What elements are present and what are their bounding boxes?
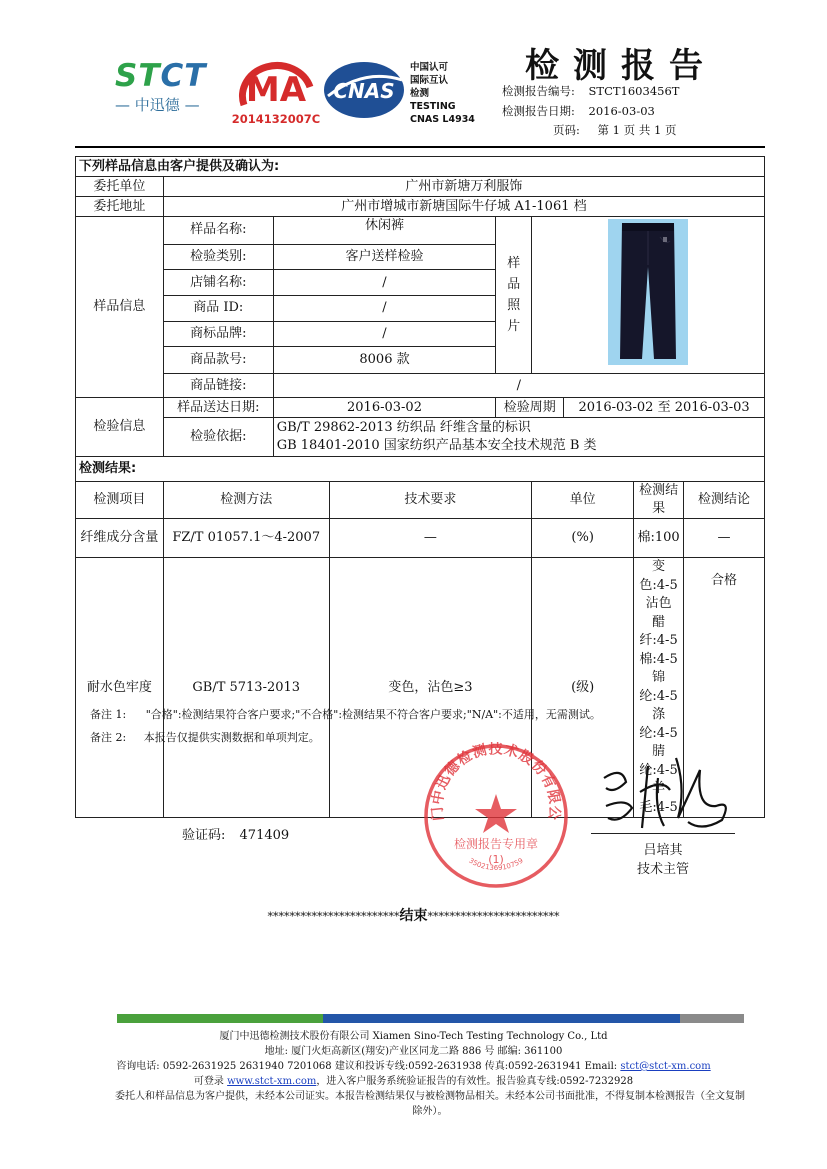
report-date-label: 检测报告日期: [502,104,575,118]
note-2: 备注 2: 本报告仅提供实测数据和单项判定。 [90,731,320,744]
header-result: 检测结果 [634,482,684,519]
shop-value: / [273,270,496,296]
brand-label: 商标品牌: [163,321,273,347]
row2-item: 耐水色牢度 [76,558,164,818]
handwritten-signature [592,748,742,838]
model-label: 商品款号: [163,347,273,374]
footer-address: 地址: 厦门火炬高新区(翔安)产业区同龙二路 886 号 邮编: 361100 [264,1046,563,1057]
sample-photo-cell [532,217,765,374]
period-value: 2016-03-02 至 2016-03-03 [564,398,765,418]
footer-website-link[interactable]: www.stct-xm.com [227,1076,317,1087]
model-value: 8006 款 [273,347,496,374]
row1-item: 纤维成分含量 [76,519,164,558]
signer-name: 吕培其 [643,843,683,858]
row2-result: 变色:4-5 沾色 醋纤:4-5 棉:4-5 锦纶:4-5 涤纶:4-5 腈纶:4-5 羊毛:4-5 [634,558,684,818]
footer-disclaimer: 委托人和样品信息为客户提供，未经本公司证实。本报告检测结果仅与被检测物品相关。未经本公司书面批准，不得复制本检测报告（全文复制除外）。 [115,1091,745,1117]
report-title: 检测报告 [525,46,717,86]
period-label: 检验周期 [496,398,564,418]
cnas-logo-text: CNAS [333,79,395,103]
page-label: 页码: [553,123,580,137]
sample-name-label: 样品名称: [163,217,273,245]
cma-logo [230,57,322,127]
note-1: 备注 1: "合格":检测结果符合客户要求;"不合格":检测结果不符合客户要求;"N/A":不适用，无需测试。 [90,708,601,721]
info-section-title: 下列样品信息由客户提供及确认为: [76,157,765,177]
stct-logo-text: STCT [115,58,207,94]
row1-conclusion: — [684,519,765,558]
arrival-value: 2016-03-02 [273,398,496,418]
svg-text:厦门中迅德检测技术股份有限公司: 门中迅德检测技术股份有限公 [429,742,563,822]
stct-logo-sub: 中迅德 [134,96,180,114]
cnas-logo [322,60,406,120]
ma-number: 2014132007C [231,112,321,126]
footer-color-bar [117,1014,744,1023]
header-item: 检测项目 [76,482,164,519]
row2-conclusion: 合格 [684,558,765,818]
row1-method: FZ/T 01057.1～4-2007 [163,519,329,558]
footer-company: 厦门中迅德检测技术股份有限公司 Xiamen Sino-Tech Testing Technology Co., Ltd [219,1031,608,1042]
inspect-type-label: 检验类别: [163,244,273,270]
page-value: 第 1 页 共 1 页 [597,123,677,137]
footer-email-link[interactable]: stct@stct-xm.com [620,1061,711,1072]
link-label: 商品链接: [163,374,273,398]
sample-photo-label: 样品照片 [496,217,532,374]
row1-unit: (%) [532,519,634,558]
stct-logo: STCT — 中迅德 — [115,60,227,120]
footer-contact: 咨询电话: 0592-2631925 2631940 7201068 建议和投诉专线:0592-2631938 传真:0592-2631941 Email: stct@stct-xm.com [116,1061,711,1072]
sample-name-value: 休闲裤 [273,217,496,245]
report-no: STCT1603456T [588,84,680,98]
basis-value: GB/T 29862-2013 纺织品 纤维含量的标识 GB 18401-2010 国家纺织产品基本安全技术规范 B 类 [273,418,764,457]
svg-text:(1): (1) [488,853,504,866]
signer-title: 技术主管 [636,862,689,877]
svg-text:检测报告专用章: 检测报告专用章 [453,837,539,851]
client-value: 广州市新塘万利服饰 [163,177,764,197]
header-unit: 单位 [532,482,634,519]
header-divider [75,146,765,148]
brand-value: / [273,321,496,347]
report-date: 2016-03-03 [588,104,655,118]
results-section-title: 检测结果: [76,457,765,482]
row2-method: GB/T 5713-2013 [163,558,329,818]
row1-requirement: — [329,519,532,558]
product-id-label: 商品 ID: [163,296,273,322]
shop-label: 店铺名称: [163,270,273,296]
address-label: 委托地址 [76,197,164,217]
row2-requirement: 变色，沾色≥3 [329,558,532,818]
row2-unit: (级) [532,558,634,818]
report-no-label: 检测报告编号: [502,84,575,98]
inspect-type-value: 客户送样检验 [273,244,496,270]
trousers-photo [608,219,688,365]
sample-info-label: 样品信息 [76,217,164,398]
signature-line [591,833,735,834]
header-requirement: 技术要求 [329,482,532,519]
verify-code: 验证码: 471409 [182,828,290,843]
header-method: 检测方法 [163,482,329,519]
arrival-label: 样品送达日期: [163,398,273,418]
address-value: 广州市增城市新塘国际牛仔城 A1-1061 档 [163,197,764,217]
client-label: 委托单位 [76,177,164,197]
row1-result: 棉:100 [634,519,684,558]
header-conclusion: 检测结论 [684,482,765,519]
ma-logo-text: MA [245,70,307,110]
end-marker: ************************结束************************ [267,908,560,924]
link-value: / [273,374,764,398]
product-id-value: / [273,296,496,322]
cnas-accreditation-text: 中国认可 国际互认 检测 TESTING CNAS L4934 [410,62,475,125]
footer-verify: 可登录 www.stct-xm.com，进入客户服务系统验证报告的有效性。报告验真专线:0592-7232928 [193,1076,634,1087]
check-info-label: 检验信息 [76,398,164,457]
basis-label: 检验依据: [163,418,273,457]
company-seal [422,742,570,890]
svg-text:3502136910759: 3502136910759 [467,856,525,872]
